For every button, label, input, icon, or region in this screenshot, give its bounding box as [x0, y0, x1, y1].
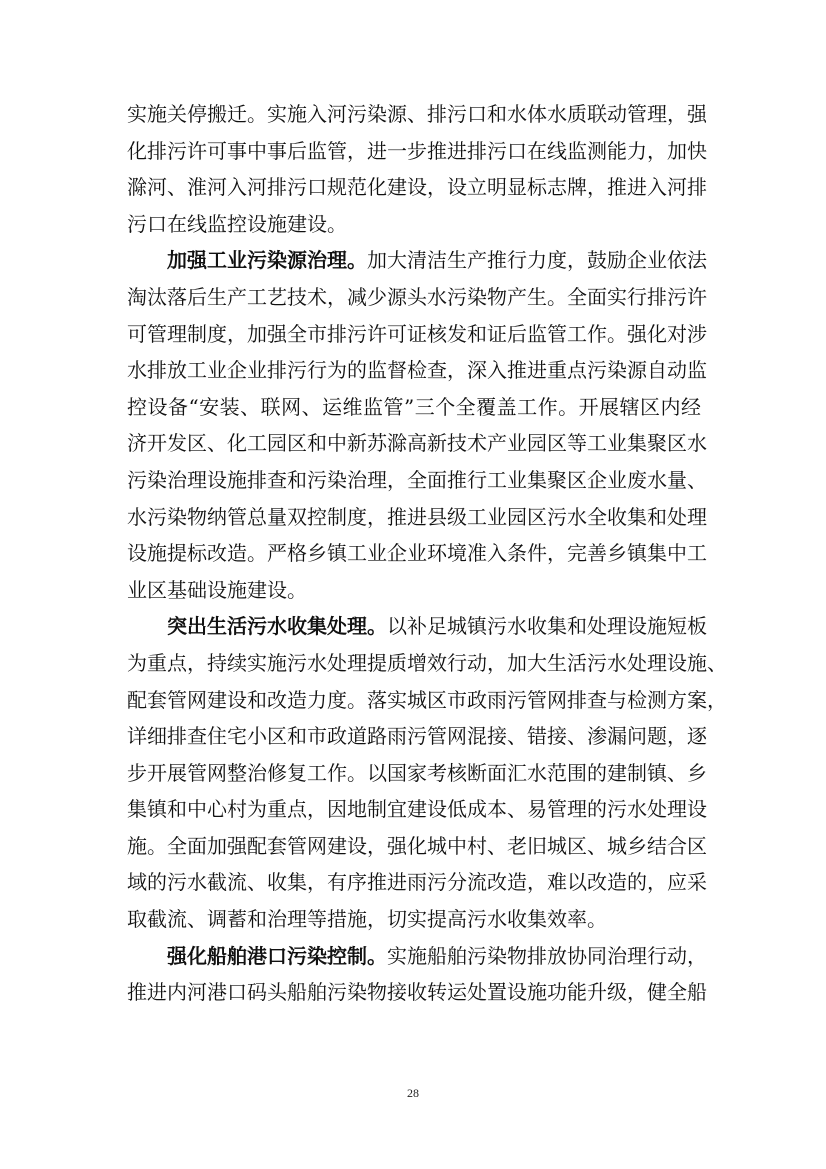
paragraph-first-line — [127, 242, 707, 279]
text-line: 设施提标改造。严格乡镇工业企业环境准入条件，完善乡镇集中工 — [127, 541, 707, 566]
text-line: 步开展管网整治修复工作。以国家考核断面汇水范围的建制镇、乡 — [127, 760, 707, 785]
text-line: 污口在线监控设施建设。 — [127, 211, 347, 236]
text-line: 实施关停搬迁。实施入河污染源、排污口和水体水质联动管理，强 — [127, 102, 707, 126]
paragraph-heading: 加强工业污染源治理。 — [167, 248, 367, 273]
text-line: 水排放工业企业排污行为的监督检查，深入推进重点污染源自动监 — [127, 358, 707, 383]
body-text — [127, 96, 727, 1011]
text-line: 淘汰落后生产工艺技术，减少源头水污染物产生。全面实行排污许 — [127, 284, 707, 309]
text-line: 为重点，持续实施污水处理提质增效行动，加大生活污水处理设施、 — [127, 650, 727, 675]
text-line: 推进内河港口码头船舶污染物接收转运处置设施功能升级，健全船 — [127, 980, 707, 1005]
page-number: 28 — [407, 1086, 419, 1100]
text-line: 水污染物纳管总量双控制度，推进县级工业园区污水全收集和处理 — [127, 504, 707, 529]
text-line: 集镇和中心村为重点，因地制宜建设低成本、易管理的污水处理设 — [127, 797, 707, 822]
text-line: 污染治理设施排查和污染治理，全面推行工业集聚区企业废水量、 — [127, 467, 707, 492]
text-line: 可管理制度，加强全市排污许可证核发和证后监管工作。强化对涉 — [127, 321, 707, 346]
text-line: 济开发区、化工园区和中新苏滁高新技术产业园区等工业集聚区水 — [127, 431, 707, 456]
text-line: 取截流、调蓄和治理等措施，切实提高污水收集效率。 — [127, 907, 607, 932]
paragraph-heading: 突出生活污水收集处理。 — [167, 614, 387, 639]
text-line: 控设备“安装、联网、运维监管”三个全覆盖工作。开展辖区内经 — [127, 394, 701, 419]
paragraph-first-line — [127, 608, 707, 645]
text-line: 配套管网建设和改造力度。落实城区市政雨污管网排查与检测方案， — [127, 687, 727, 712]
text-line: 施。全面加强配套管网建设，强化城中村、老旧城区、城乡结合区 — [127, 833, 707, 858]
text-span: 加大清洁生产推行力度，鼓励企业依法 — [367, 248, 707, 273]
text-line: 滁河、淮河入河排污口规范化建设，设立明显标志牌，推进入河排 — [127, 175, 707, 200]
text-line: 详细排查住宅小区和市政道路雨污管网混接、错接、渗漏问题，逐 — [127, 724, 707, 749]
text-span: 实施船舶污染物排放协同治理行动， — [387, 943, 707, 968]
paragraph-first-line — [127, 938, 707, 975]
text-line: 业区基础设施建设。 — [127, 577, 307, 602]
text-span: 以补足城镇污水收集和处理设施短板 — [387, 614, 707, 639]
text-line: 化排污许可事中事后监管，进一步推进排污口在线监测能力，加快 — [127, 138, 707, 163]
paragraph-heading: 强化船舶港口污染控制。 — [167, 943, 387, 968]
text-line: 域的污水截流、收集，有序推进雨污分流改造，难以改造的，应采 — [127, 870, 707, 895]
